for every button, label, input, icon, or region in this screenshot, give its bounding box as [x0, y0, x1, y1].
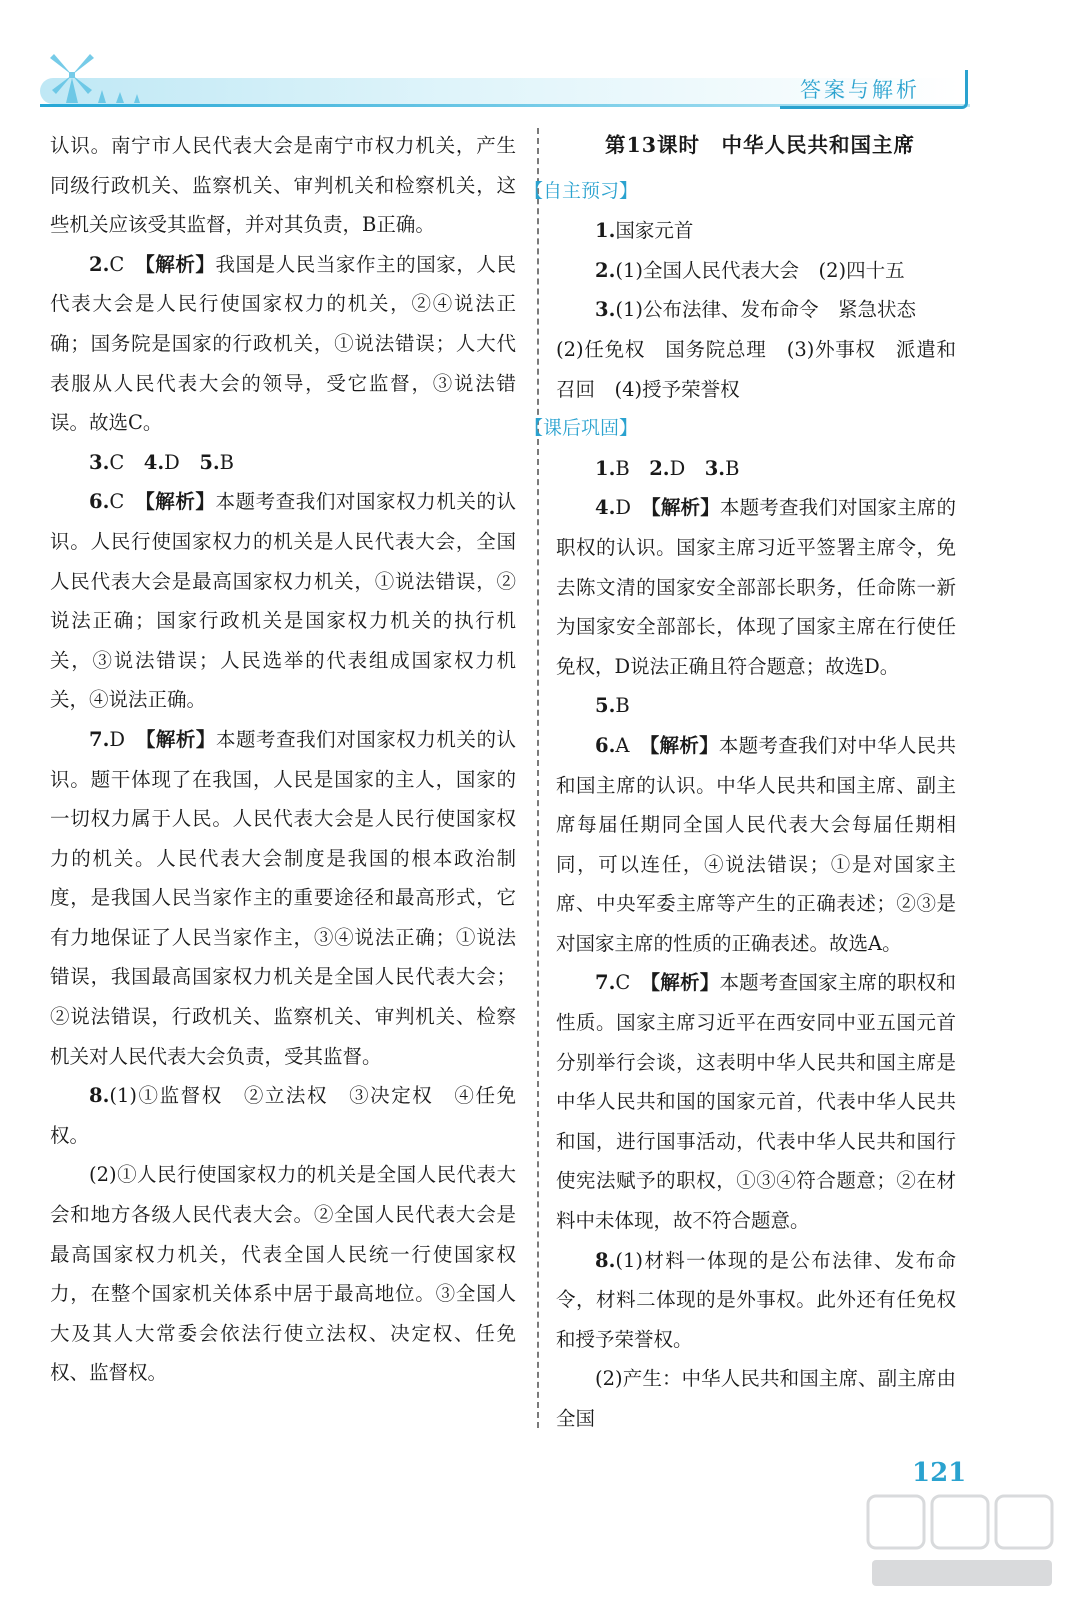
preview-1: 1.国家元首 — [595, 219, 694, 243]
lesson-title: 第13课时 中华人民共和国主席 — [604, 133, 916, 157]
preview-3: 3.(1)公布法律、发布命令 紧急状态 — [595, 298, 916, 322]
answer-2: 2.C 【解析】我国是人民当家作主的国家，人民代表大会是人民行使国家权力的机关，②④说法正确；国务院是国家的行政机关，①说法错误；人大代表服从人民代表大会的领导，受它监督，③说法错误。故选C。 — [50, 252, 516, 435]
review-8-part-2: (2)产生：中华人民共和国主席、副主席由全国 — [556, 1367, 956, 1430]
preview-2: 2.(1)全国人民代表大会 (2)四十五 — [595, 258, 905, 282]
continued-paragraph: 认识。南宁市人民代表大会是南宁市权力机关，产生同级行政机关、监察机关、审判机关和检察机关，这些机关应该受其监督，并对其负责，B正确。 — [50, 134, 516, 237]
windmill-logo-icon — [36, 48, 156, 108]
review-8-part-1: 8.(1)材料一体现的是公布法律、发布命令，材料二体现的是外事权。此外还有任免权和授予荣誉权。 — [556, 1248, 956, 1351]
preview-3-continued: (2)任免权 国务院总理 (3)外事权 派遣和召回 (4)授予荣誉权 — [556, 337, 956, 401]
answers-3-5: 3.C 4.D 5.B — [89, 450, 235, 474]
section-label-review: 【课后巩固】 — [524, 417, 639, 440]
review-6: 6.A 【解析】本题考查我们对中华人民共和国主席的认识。中华人民共和国主席、副主席每届任期同全国人民代表大会每届任期相同，可以连任，④说法错误；①是对国家主席、中央军委主席等产生的正确表述；②③是对国家主席的性质的正确表述。故选A。 — [556, 733, 956, 955]
page-header — [0, 0, 1081, 118]
answer-8-part-1: 8.(1)①监督权 ②立法权 ③决定权 ④任免权。 — [50, 1084, 516, 1147]
review-1-3: 1.B 2.D 3.B — [595, 456, 740, 480]
page-number: 121 — [912, 1458, 967, 1488]
review-5: 5.B — [595, 694, 630, 718]
answer-8-part-2: (2)①人民行使国家权力的机关是全国人民代表大会和地方各级人民代表大会。②全国人民代表大会是最高国家权力机关，代表全国人民统一行使国家权力，在整个国家机关体系中居于最高地位。③全国人大及其人大常委会依法行使立法权、决定权、任免权、监督权。 — [50, 1163, 516, 1385]
column-divider — [537, 128, 539, 1428]
right-column — [524, 126, 956, 1439]
header-title: 答案与解析 — [800, 78, 920, 102]
left-column — [50, 126, 516, 1393]
section-label-preview: 【自主预习】 — [524, 179, 639, 202]
review-7: 7.C 【解析】本题考查国家主席的职权和性质。国家主席习近平在西安同中亚五国元首分别举行会谈，这表明中华人民共和国主席是中华人民共和国的国家元首，代表中华人民共和国，进行国事活动，代表中华人民共和国行使宪法赋予的职权，①③④符合题意；②在材料中未体现，故不符合题意。 — [556, 971, 956, 1233]
answer-7: 7.D 【解析】本题考查我们对国家权力机关的认识。题干体现了在我国，人民是国家的主人，国家的一切权力属于人民。人民代表大会是人民行使国家权力的机关。人民代表大会制度是我国的根本政治制度，是我国人民当家作主的重要途径和最高形式，它有力地保证了人民当家作主，③④说法正确；①说法错误，我国最高国家权力机关是全国人民代表大会；②说法错误，行政机关、监察机关、审判机关、检察机关对人民代表大会负责，受其监督。 — [50, 727, 516, 1068]
watermark-logo-icon — [862, 1488, 1062, 1592]
review-4: 4.D 【解析】本题考查我们对国家主席的职权的认识。国家主席习近平签署主席令，免去陈文清的国家安全部部长职务，任命陈一新为国家安全部部长，体现了国家主席在行使任免权，D说法正确且符合题意；故选D。 — [556, 496, 956, 678]
answer-6: 6.C 【解析】本题考查我们对国家权力机关的认识。人民行使国家权力的机关是人民代表大会，全国人民代表大会是最高国家权力机关，①说法错误，②说法正确；国家行政机关是国家权力机关的执行机关，③说法错误；人民选举的代表组成国家权力机关，④说法正确。 — [50, 490, 516, 712]
